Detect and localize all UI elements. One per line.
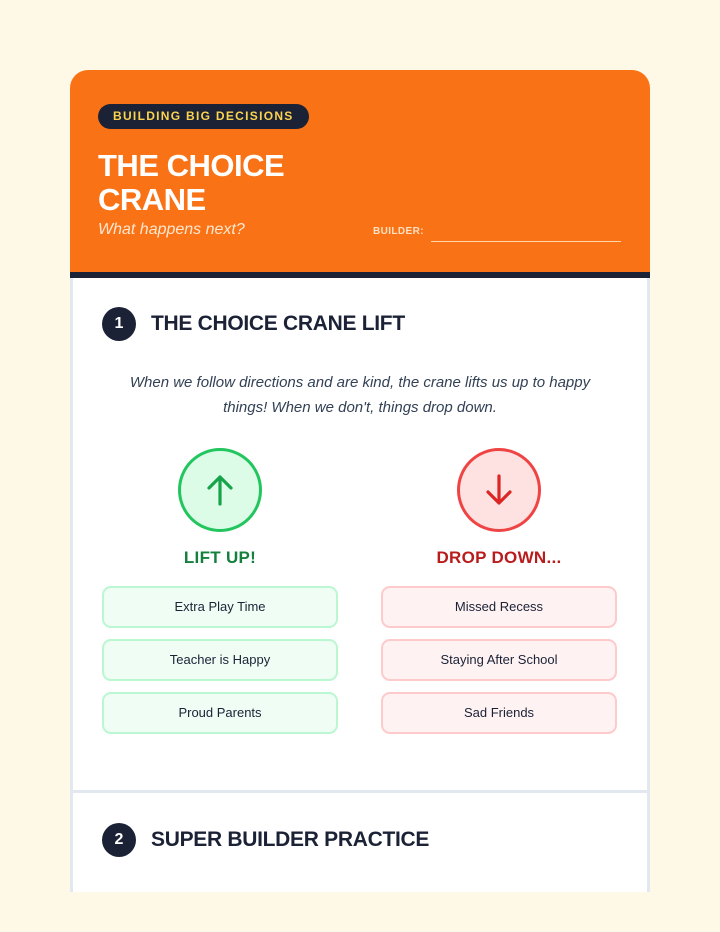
drop-circle — [457, 448, 541, 532]
page-title: THE CHOICE CRANE — [98, 148, 285, 217]
builder-label: BUILDER: — [373, 226, 424, 237]
lift-heading: LIFT UP! — [183, 548, 257, 567]
worksheet — [70, 70, 650, 892]
arrow-up-icon — [181, 451, 259, 529]
topic-badge: BUILDING BIG DECISIONS — [98, 104, 309, 129]
section-number-badge: 2 — [102, 823, 136, 857]
builder-name-line[interactable] — [431, 241, 621, 242]
lift-item: Teacher is Happy — [102, 639, 338, 681]
drop-heading: DROP DOWN... — [436, 548, 562, 567]
drop-item: Sad Friends — [381, 692, 617, 734]
lift-circle — [178, 448, 262, 532]
arrow-down-icon — [460, 451, 538, 529]
lift-item: Proud Parents — [102, 692, 338, 734]
page-subtitle: What happens next? — [98, 221, 245, 238]
section-divider — [70, 790, 650, 793]
header-banner — [70, 70, 650, 272]
section-title: SUPER BUILDER PRACTICE — [151, 828, 430, 851]
section-number-badge: 1 — [102, 307, 136, 341]
lift-item: Extra Play Time — [102, 586, 338, 628]
right-border — [647, 278, 650, 892]
section-title: THE CHOICE CRANE LIFT — [151, 312, 405, 335]
drop-item: Missed Recess — [381, 586, 617, 628]
left-border — [70, 278, 73, 892]
section-intro: When we follow directions and are kind, the crane lifts us up to happy things! When we don't, things drop down. — [129, 374, 591, 416]
header-divider — [70, 272, 650, 278]
drop-item: Staying After School — [381, 639, 617, 681]
